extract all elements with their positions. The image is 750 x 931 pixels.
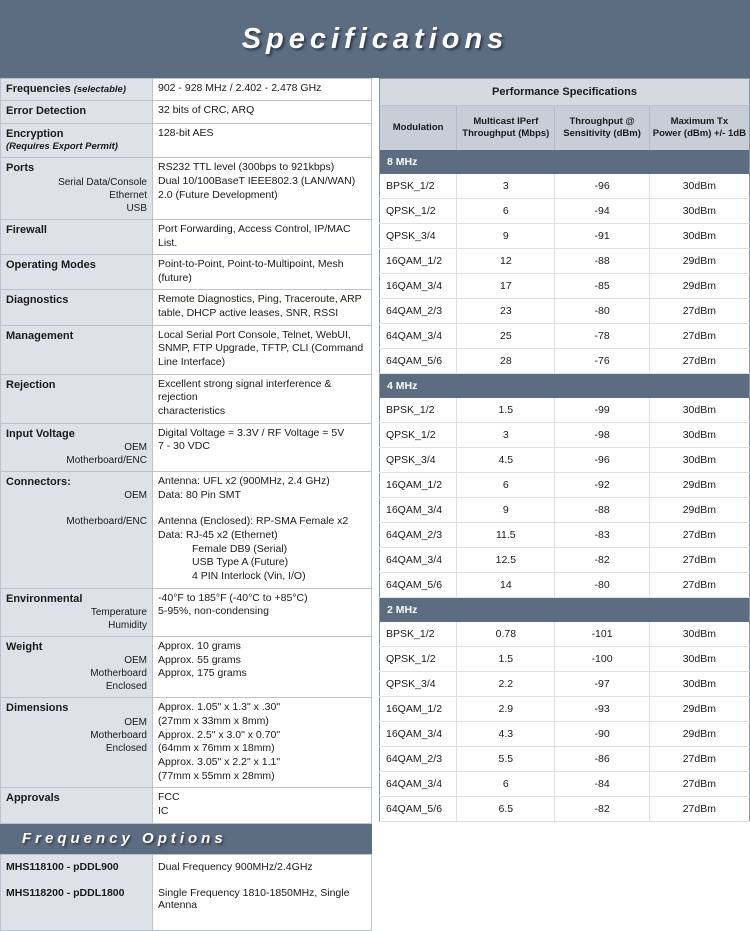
table-row [380, 199, 750, 224]
table-row [1, 374, 372, 423]
cell-modulation: 64QAM_3/4 [380, 772, 457, 797]
spec-sublabel-list [6, 441, 147, 467]
spec-sublabel: Motherboard [90, 729, 147, 741]
cell-tx-power: 30dBm [649, 423, 749, 448]
spec-sublabel-list [6, 654, 147, 693]
spec-label-cell [1, 123, 153, 158]
spec-sublabel: Motherboard [90, 668, 147, 680]
spec-value: Approx. 55 grams [158, 653, 241, 666]
table-row [380, 722, 750, 747]
spec-value: IC [158, 804, 169, 817]
spec-value: Approx. 1.05" x 1.3" x .30" [158, 701, 281, 714]
band-label: 8 MHz [380, 150, 750, 174]
cell-throughput: 9 [457, 498, 555, 523]
cell-modulation: QPSK_3/4 [380, 448, 457, 473]
table-row [1, 325, 372, 374]
spec-value: Data: RJ-45 x2 (Ethernet) [158, 528, 278, 541]
cell-modulation: 64QAM_5/6 [380, 349, 457, 374]
cell-tx-power: 30dBm [649, 448, 749, 473]
cell-modulation: QPSK_3/4 [380, 672, 457, 697]
general-specifications-table [0, 78, 372, 824]
frequency-options-parts [1, 854, 153, 930]
cell-tx-power: 29dBm [649, 697, 749, 722]
spec-value: Approx. 10 grams [158, 639, 241, 652]
cell-sensitivity: -97 [555, 672, 649, 697]
cell-tx-power: 27dBm [649, 747, 749, 772]
column-header-sensitivity [555, 106, 649, 150]
cell-tx-power: 27dBm [649, 299, 749, 324]
cell-throughput: 11.5 [457, 523, 555, 548]
spec-label: Operating Modes [6, 259, 96, 272]
cell-sensitivity: -86 [555, 747, 649, 772]
spec-value: Approx, 175 grams [158, 667, 247, 680]
spec-value: Approx. 2.5" x 3.0" x 0.70" [158, 728, 281, 741]
cell-modulation: 64QAM_3/4 [380, 324, 457, 349]
left-column [0, 78, 372, 931]
cell-sensitivity: -100 [555, 647, 649, 672]
spec-label: Error Detection [6, 105, 87, 118]
spec-value: Female DB9 (Serial) [192, 542, 288, 555]
table-header-row [380, 106, 750, 150]
table-row [1, 158, 372, 219]
cell-throughput: 12 [457, 249, 555, 274]
spec-label-note: (selectable) [73, 84, 127, 95]
spec-value-cell [153, 158, 372, 219]
part-number: MHS118100 - pDDL900 [6, 860, 119, 873]
cell-throughput: 6 [457, 772, 555, 797]
spec-label: Frequencies [6, 83, 71, 95]
spec-label: Rejection [6, 378, 56, 391]
column-header-line: Throughput @ [569, 115, 635, 127]
spec-value: 4 PIN Interlock (Vin, I/O) [192, 569, 306, 582]
table-row [1, 788, 372, 823]
table-row [380, 448, 750, 473]
cell-modulation: 16QAM_3/4 [380, 722, 457, 747]
cell-tx-power: 27dBm [649, 523, 749, 548]
spec-sublabel: Humidity [108, 619, 147, 631]
cell-throughput: 6 [457, 199, 555, 224]
cell-sensitivity: -78 [555, 324, 649, 349]
frequency-options-table [0, 854, 372, 931]
cell-sensitivity: -88 [555, 249, 649, 274]
table-row [1, 423, 372, 471]
spec-value-cell [153, 588, 372, 636]
cell-tx-power: 27dBm [649, 573, 749, 598]
cell-modulation: QPSK_1/2 [380, 423, 457, 448]
spec-value-cell [153, 219, 372, 254]
spec-value: (77mm x 55mm x 28mm) [158, 769, 275, 782]
cell-modulation: BPSK_1/2 [380, 622, 457, 647]
cell-tx-power: 30dBm [649, 647, 749, 672]
table-row [380, 299, 750, 324]
cell-tx-power: 27dBm [649, 324, 749, 349]
cell-sensitivity: -80 [555, 299, 649, 324]
spec-value: characteristics [158, 404, 226, 417]
spec-label: Diagnostics [6, 294, 69, 307]
spec-label-cell [1, 158, 153, 219]
spec-value: Line Interface) [158, 356, 226, 369]
cell-modulation: 64QAM_2/3 [380, 523, 457, 548]
table-row [1, 588, 372, 636]
spec-label-cell [1, 472, 153, 588]
spec-value: Local Serial Port Console, Telnet, WebUI, [158, 328, 351, 341]
cell-sensitivity: -82 [555, 797, 649, 822]
spec-value: Port Forwarding, Access Control, IP/MAC List. [158, 222, 351, 249]
spec-value: (64mm x 76mm x 18mm) [158, 742, 275, 755]
column-header-tx-power [649, 106, 749, 150]
table-row [380, 249, 750, 274]
spec-sublabel: Enclosed [105, 681, 147, 693]
cell-modulation: 16QAM_1/2 [380, 697, 457, 722]
cell-tx-power: 29dBm [649, 473, 749, 498]
cell-tx-power: 27dBm [649, 797, 749, 822]
part-description: Single Frequency 1810-1850MHz, Single Antenna [158, 886, 350, 911]
cell-sensitivity: -98 [555, 423, 649, 448]
content-columns [0, 78, 750, 931]
cell-throughput: 1.5 [457, 647, 555, 672]
spec-value: 5-95%, non-condensing [158, 605, 269, 618]
spec-label-cell [1, 325, 153, 374]
spec-value: Antenna (Enclosed): RP-SMA Female x2 [158, 515, 349, 528]
spec-sublabel: Ethernet [109, 189, 147, 201]
band-label: 4 MHz [380, 374, 750, 398]
spec-label-cell [1, 636, 153, 697]
spec-value: (27mm x 33mm x 8mm) [158, 715, 269, 728]
table-row [1, 290, 372, 325]
table-row [380, 573, 750, 598]
table-row [380, 797, 750, 822]
spec-sublabel: OEM [124, 655, 147, 667]
cell-throughput: 6 [457, 473, 555, 498]
spec-sublabel: Serial Data/Console [58, 176, 147, 188]
spec-sublabel: Enclosed [105, 742, 147, 754]
cell-sensitivity: -83 [555, 523, 649, 548]
cell-tx-power: 30dBm [649, 224, 749, 249]
cell-modulation: 64QAM_5/6 [380, 797, 457, 822]
spec-sublabel: OEM [124, 716, 147, 728]
spec-value-cell [153, 472, 372, 588]
table-row [380, 174, 750, 199]
table-row [380, 672, 750, 697]
spec-label: Input Voltage [6, 427, 75, 440]
cell-tx-power: 30dBm [649, 622, 749, 647]
cell-modulation: 16QAM_3/4 [380, 274, 457, 299]
table-row [380, 498, 750, 523]
column-header-line: Sensitivity (dBm) [563, 127, 641, 139]
spec-value-cell [153, 636, 372, 697]
column-header-line: Multicast IPerf [473, 115, 539, 127]
table-row [1, 79, 372, 101]
column-header-line: Modulation [392, 121, 444, 133]
table-row [380, 548, 750, 573]
spec-label: Connectors: [6, 476, 71, 489]
spec-sublabel-list [6, 176, 147, 215]
table-row [380, 772, 750, 797]
spec-label: Approvals [6, 792, 60, 805]
frequency-options-title: Frequency Options [22, 830, 227, 848]
spec-value-cell [153, 325, 372, 374]
cell-modulation: 16QAM_1/2 [380, 473, 457, 498]
spec-value: 2.0 (Future Development) [158, 188, 278, 201]
cell-tx-power: 29dBm [649, 722, 749, 747]
spec-value: Remote Diagnostics, Ping, Traceroute, ARP [158, 293, 362, 306]
cell-tx-power: 30dBm [649, 174, 749, 199]
spec-value: 128-bit AES [158, 126, 214, 139]
cell-throughput: 4.3 [457, 722, 555, 747]
cell-sensitivity: -93 [555, 697, 649, 722]
spec-label: Ports [6, 162, 35, 175]
spec-sublabel: USB [126, 202, 147, 214]
spec-value: Point-to-Point, Point-to-Multipoint, Mesh (future) [158, 258, 344, 284]
frequency-options-banner [0, 824, 372, 854]
performance-specifications-table [379, 78, 750, 822]
spec-value-cell [153, 290, 372, 325]
cell-sensitivity: -94 [555, 199, 649, 224]
cell-throughput: 3 [457, 423, 555, 448]
cell-tx-power: 29dBm [649, 249, 749, 274]
spec-value-cell [153, 255, 372, 290]
spec-value-cell [153, 423, 372, 471]
cell-tx-power: 27dBm [649, 349, 749, 374]
table-row [1, 123, 372, 158]
table-row [380, 697, 750, 722]
spec-value: SNMP, FTP Upgrade, TFTP, CLI (Command [158, 342, 364, 355]
spec-value-cell [153, 698, 372, 788]
table-row [1, 255, 372, 290]
cell-throughput: 9 [457, 224, 555, 249]
spec-label-cell [1, 101, 153, 123]
table-row [380, 224, 750, 249]
cell-sensitivity: -91 [555, 224, 649, 249]
spec-value-cell [153, 101, 372, 123]
table-row [380, 523, 750, 548]
cell-sensitivity: -84 [555, 772, 649, 797]
spec-value: FCC [158, 791, 180, 804]
table-row [380, 473, 750, 498]
column-header-line: Power (dBm) +/- 1dB [652, 127, 746, 139]
table-row [380, 349, 750, 374]
cell-sensitivity: -85 [555, 274, 649, 299]
cell-modulation: BPSK_1/2 [380, 398, 457, 423]
spec-sublabel-list [6, 606, 147, 632]
spec-label: Firewall [6, 223, 47, 236]
cell-modulation: 64QAM_2/3 [380, 747, 457, 772]
right-column [379, 78, 750, 822]
cell-tx-power: 29dBm [649, 498, 749, 523]
spec-label: Management [6, 329, 74, 342]
cell-sensitivity: -88 [555, 498, 649, 523]
cell-throughput: 0.78 [457, 622, 555, 647]
spec-sublabel: OEM [124, 490, 147, 502]
cell-sensitivity: -96 [555, 448, 649, 473]
spec-label-cell [1, 219, 153, 254]
cell-modulation: 16QAM_1/2 [380, 249, 457, 274]
spec-value: table, DHCP active leases, SNR, RSSI [158, 307, 339, 320]
spec-value-cell [153, 788, 372, 823]
spec-label-cell [1, 698, 153, 788]
table-row [380, 622, 750, 647]
table-row [1, 854, 372, 930]
spec-sublabel: Temperature [90, 606, 147, 618]
column-header-throughput [457, 106, 555, 150]
spec-sublabel: Motherboard/ENC [66, 455, 147, 467]
cell-tx-power: 30dBm [649, 199, 749, 224]
cell-modulation: BPSK_1/2 [380, 174, 457, 199]
column-header-line: Throughput (Mbps) [462, 127, 550, 139]
cell-tx-power: 27dBm [649, 548, 749, 573]
spec-value: RS232 TTL level (300bps to 921kbps) [158, 161, 335, 174]
spec-label: Weight [6, 640, 43, 653]
table-row [380, 398, 750, 423]
spec-value: Antenna: UFL x2 (900MHz, 2.4 GHz) [158, 475, 330, 488]
spec-label-cell [1, 79, 153, 101]
cell-sensitivity: -101 [555, 622, 649, 647]
part-number: MHS118200 - pDDL1800 [6, 886, 125, 899]
cell-modulation: 64QAM_3/4 [380, 548, 457, 573]
page-title: Specifications [241, 22, 509, 55]
spec-value: Data: 80 Pin SMT [158, 488, 241, 501]
spec-value: Dual 10/100BaseT IEEE802.3 (LAN/WAN) [158, 175, 356, 188]
spec-value: Approx. 3.05" x 2.2" x 1.1" [158, 755, 281, 768]
spec-value: Digital Voltage = 3.3V / RF Voltage = 5V [158, 426, 345, 439]
cell-throughput: 23 [457, 299, 555, 324]
spec-label-cell [1, 788, 153, 823]
cell-throughput: 5.5 [457, 747, 555, 772]
table-row [380, 423, 750, 448]
cell-sensitivity: -80 [555, 573, 649, 598]
band-header-row [380, 374, 750, 398]
cell-tx-power: 30dBm [649, 398, 749, 423]
spec-value-cell [153, 374, 372, 423]
cell-throughput: 25 [457, 324, 555, 349]
cell-modulation: 16QAM_3/4 [380, 498, 457, 523]
spec-value: 32 bits of CRC, ARQ [158, 104, 255, 117]
cell-modulation: QPSK_1/2 [380, 199, 457, 224]
spec-sublabel: Motherboard/ENC [66, 516, 147, 528]
spec-label: Dimensions [6, 702, 69, 715]
column-header-line: Maximum Tx [670, 115, 729, 127]
cell-sensitivity: -96 [555, 174, 649, 199]
cell-tx-power: 30dBm [649, 672, 749, 697]
cell-sensitivity: -92 [555, 473, 649, 498]
spec-label-cell [1, 588, 153, 636]
spec-label: Encryption [6, 127, 64, 140]
table-row [380, 647, 750, 672]
cell-throughput: 3 [457, 174, 555, 199]
table-row [1, 219, 372, 254]
spec-value: -40°F to 185°F (-40°C to +85°C) [158, 591, 308, 604]
specifications-banner [0, 0, 750, 78]
table-row [380, 79, 750, 106]
cell-modulation: 64QAM_2/3 [380, 299, 457, 324]
spec-sublabel-list [6, 716, 147, 755]
spec-label-note: (Requires Export Permit) [6, 141, 118, 153]
cell-throughput: 6.5 [457, 797, 555, 822]
spec-value: 7 - 30 VDC [158, 440, 210, 453]
table-row [380, 274, 750, 299]
spec-label-cell [1, 290, 153, 325]
cell-throughput: 14 [457, 573, 555, 598]
column-header-modulation [380, 106, 457, 150]
spec-value: Excellent strong signal interference & rejection [158, 377, 332, 404]
band-header-row [380, 150, 750, 174]
cell-modulation: QPSK_3/4 [380, 224, 457, 249]
cell-throughput: 17 [457, 274, 555, 299]
spec-label: Environmental [6, 592, 83, 605]
spec-sublabel: OEM [124, 442, 147, 454]
spec-label-cell [1, 374, 153, 423]
cell-sensitivity: -99 [555, 398, 649, 423]
cell-throughput: 28 [457, 349, 555, 374]
cell-modulation: QPSK_1/2 [380, 647, 457, 672]
cell-modulation: 64QAM_5/6 [380, 573, 457, 598]
cell-sensitivity: -90 [555, 722, 649, 747]
spec-label-cell [1, 255, 153, 290]
cell-throughput: 12.5 [457, 548, 555, 573]
cell-throughput: 4.5 [457, 448, 555, 473]
spec-value: USB Type A (Future) [192, 556, 289, 569]
cell-sensitivity: -76 [555, 349, 649, 374]
cell-tx-power: 27dBm [649, 772, 749, 797]
band-header-row [380, 598, 750, 622]
frequency-options-descriptions [153, 854, 372, 930]
spec-sublabel-list [6, 489, 147, 528]
table-row [380, 324, 750, 349]
table-row [1, 636, 372, 697]
cell-throughput: 2.9 [457, 697, 555, 722]
spec-value-cell [153, 79, 372, 101]
table-row [1, 101, 372, 123]
spec-value: 902 - 928 MHz / 2.402 - 2.478 GHz [158, 82, 322, 94]
table-row [1, 472, 372, 588]
spec-value-cell [153, 123, 372, 158]
table-row [1, 698, 372, 788]
performance-table-title: Performance Specifications [380, 79, 750, 106]
table-row [380, 747, 750, 772]
cell-throughput: 2.2 [457, 672, 555, 697]
cell-tx-power: 29dBm [649, 274, 749, 299]
band-label: 2 MHz [380, 598, 750, 622]
cell-throughput: 1.5 [457, 398, 555, 423]
cell-sensitivity: -82 [555, 548, 649, 573]
spec-label-cell [1, 423, 153, 471]
part-description: Dual Frequency 900MHz/2.4GHz [158, 860, 313, 873]
